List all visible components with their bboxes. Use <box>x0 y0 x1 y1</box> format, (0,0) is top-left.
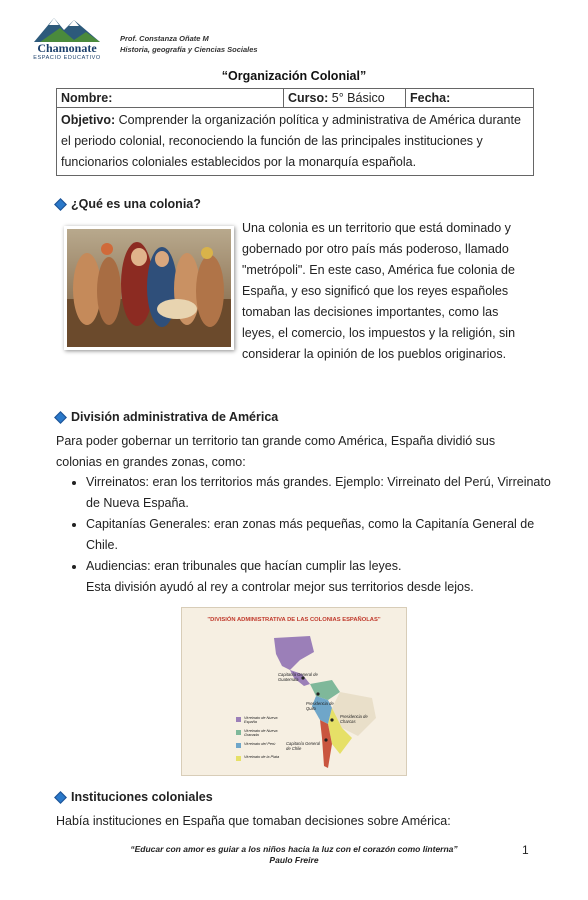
map-label-guatemala: Capitanía General de Guatemala <box>278 672 318 682</box>
instituciones-intro: Había instituciones en España que tomaban decisiones sobre América: <box>56 814 451 828</box>
legend-swatch <box>236 730 241 735</box>
legend-item <box>236 716 280 729</box>
list-item-text: Audiencias: eran tribunales que hacían cumplir las leyes. <box>86 559 402 573</box>
colonia-definition: Una colonia es un territorio que está dominado y gobernado por otro país más poderoso, llamado "metrópoli". En este caso, América fue colonia de España, y eso significó que los reyes españoles tomaban las decisiones importantes, como las leyes, el comercio, los impuestos y la religión, sin considerar la opinión de los pueblos originarios. <box>242 221 516 361</box>
footer-author: Paulo Freire <box>269 855 319 865</box>
map-region-nueva-granada <box>310 680 340 700</box>
legend-label: Virreinato de la Plata <box>244 755 280 759</box>
colonial-map-image <box>181 607 407 776</box>
curso-value: 5° Básico <box>328 91 385 105</box>
logo-subtitle: ESPACIO EDUCATIVO <box>33 55 101 61</box>
subject-name: Historia, geografía y Ciencias Sociales <box>120 45 258 54</box>
list-item: • Capitanías Generales: eran zonas más pequeñas, como la Capitanía General de Chile. <box>86 514 566 556</box>
fecha-label: Fecha: <box>410 91 451 105</box>
legend-item <box>236 729 280 742</box>
section-instituciones-heading <box>56 790 213 804</box>
division-list <box>62 472 566 598</box>
page-title: “Organización Colonial” <box>221 69 367 83</box>
legend-swatch <box>236 717 241 722</box>
diamond-bullet-icon <box>54 791 67 804</box>
list-item: • Virreinatos: eran los territorios más grandes. Ejemplo: Virreinato del Perú, Virreinato de Nueva España. <box>86 472 566 514</box>
logo-name: Chamonate <box>37 41 97 55</box>
footer-quote: “Educar con amor es guiar a los niños hacia la luz con el corazón como linterna” <box>130 844 458 854</box>
teacher-name: Prof. Constanza Oñate M <box>120 34 209 43</box>
section-colonia-heading <box>56 197 201 211</box>
legend-swatch <box>236 743 241 748</box>
objetivo-label: Objetivo: <box>61 113 116 127</box>
legend-label: Virreinato del Perú <box>244 742 276 746</box>
legend-label: Virreinato de Nueva España <box>244 716 278 725</box>
map-title: "DIVISIÓN ADMINISTRATIVA DE LAS COLONIAS ESPAÑOLAS" <box>207 617 381 623</box>
diamond-bullet-icon <box>54 198 67 211</box>
map-label-quito: Presidencia de Quito <box>306 701 334 711</box>
map-legend <box>236 716 280 768</box>
section-division-heading <box>56 410 278 424</box>
legend-label: Virreinato de Nueva Granada <box>244 729 278 738</box>
map-label-charcas: Presidencia de Charcas <box>340 714 368 724</box>
division-intro: Para poder gobernar un territorio tan grande como América, España dividió sus colonias en grandes zonas, como: <box>56 434 496 469</box>
info-table <box>56 88 534 176</box>
map-label-chile: Capitanía General de Chile <box>286 741 320 751</box>
colonial-painting-image <box>64 226 234 350</box>
section-instituciones-title: Instituciones coloniales <box>71 790 213 804</box>
diamond-bullet-icon <box>54 411 67 424</box>
division-closing: Esta división ayudó al rey a controlar mejor sus territorios desde lejos. <box>86 580 474 594</box>
section-division-title: División administrativa de América <box>71 410 279 424</box>
list-item <box>86 556 566 598</box>
curso-label: Curso: <box>288 91 329 105</box>
map-region-nueva-espana <box>274 636 314 670</box>
legend-item <box>236 755 280 768</box>
objetivo-text: Comprender la organización política y administrativa de América durante el periodo colonial, reconociendo la función de las principales instituciones y funcionarios coloniales establecidos por la monarquía española. <box>61 113 521 169</box>
legend-item <box>236 742 280 755</box>
nombre-label: Nombre: <box>61 91 113 105</box>
legend-swatch <box>236 756 241 761</box>
page-number: 1 <box>522 843 529 857</box>
section-colonia-title: ¿Qué es una colonia? <box>71 197 201 211</box>
